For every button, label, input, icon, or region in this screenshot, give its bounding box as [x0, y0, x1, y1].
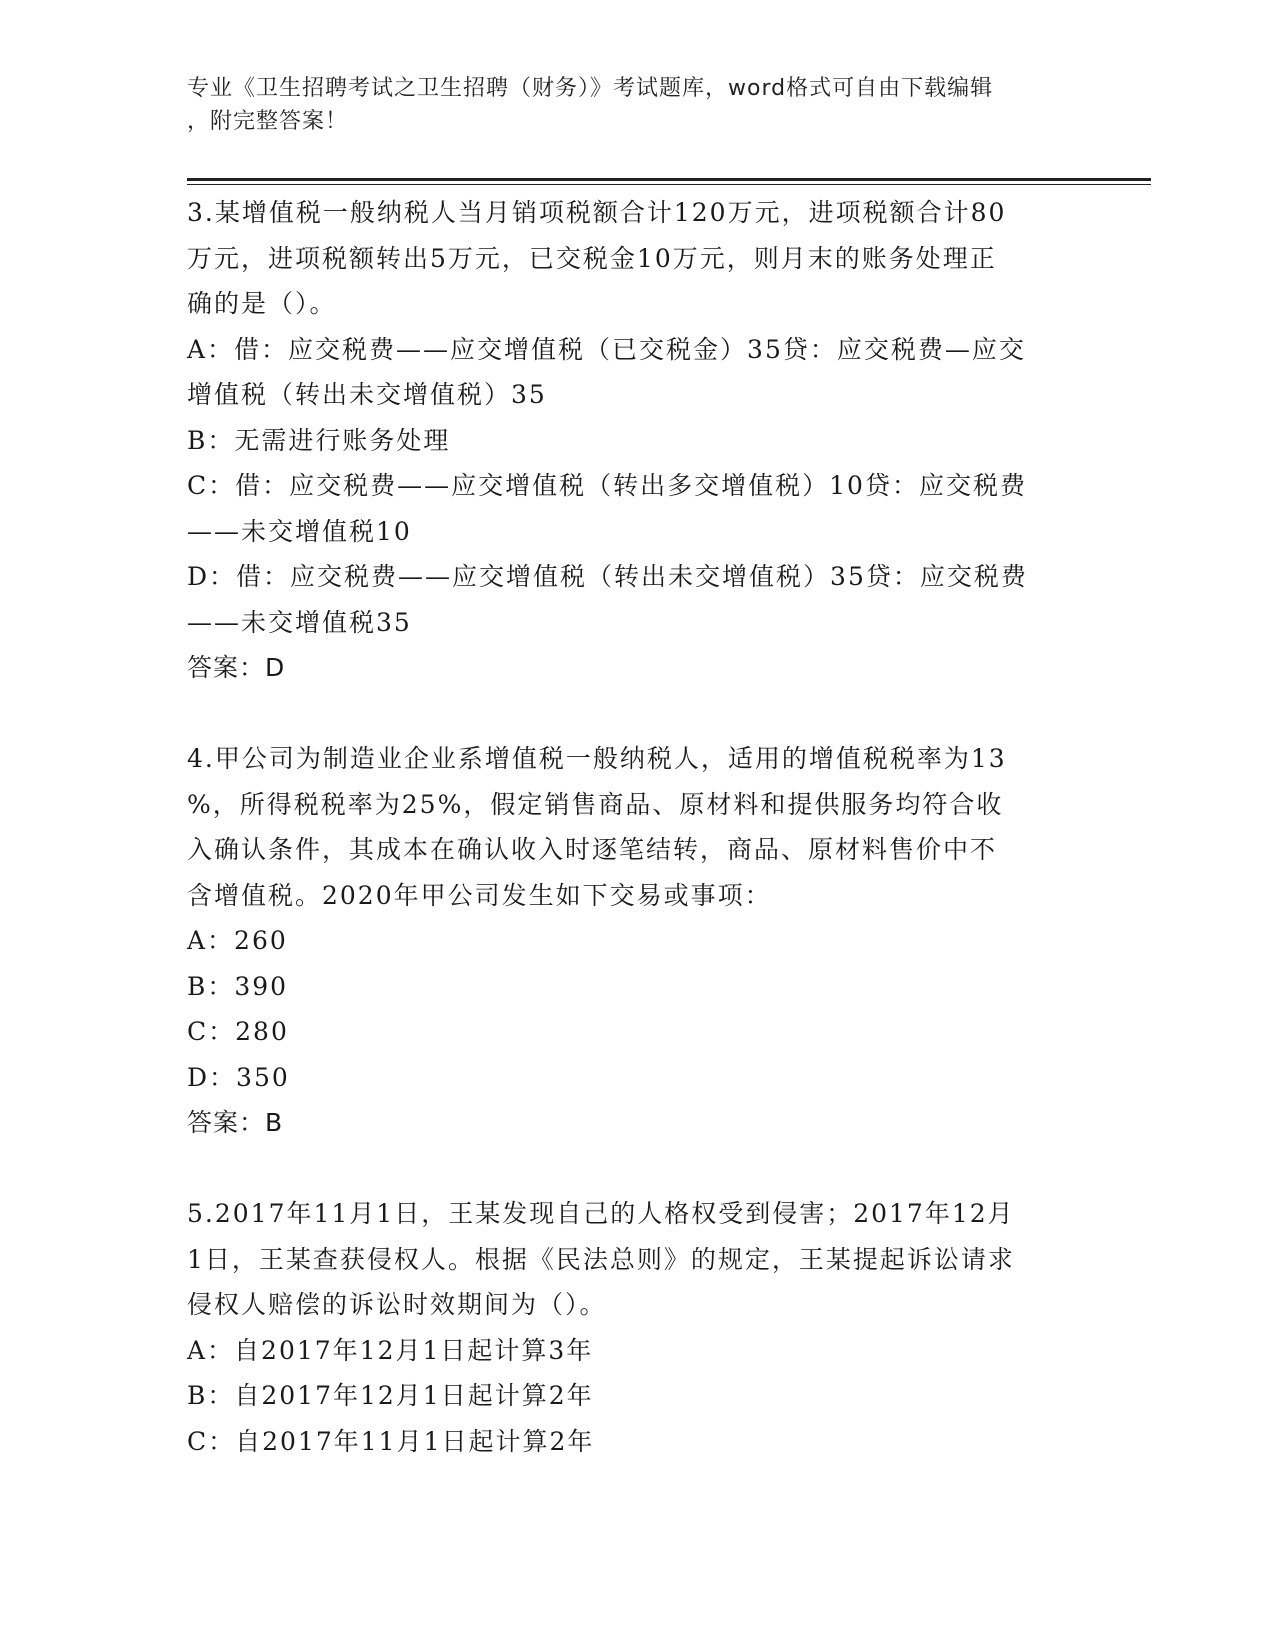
answer-line: 答案：D: [187, 653, 286, 682]
question-spacer: [187, 691, 1087, 737]
option-d-line: ——未交增值税35: [187, 607, 412, 637]
question-stem-line: 确的是（）。: [187, 289, 337, 318]
option-a-line: A：260: [187, 926, 288, 955]
header-divider-thin: [187, 184, 1151, 185]
answer-line: 答案：B: [187, 1108, 284, 1137]
option-c-line: ——未交增值税10: [187, 516, 412, 546]
option-a-line: A：借：应交税费——应交增值税（已交税金）35贷：应交税费—应交: [187, 334, 1026, 364]
question-stem-line: 5.2017年11月1日，王某发现自己的人格权受到侵害；2017年12月: [187, 1199, 1015, 1228]
option-b-line: B：无需进行账务处理: [187, 425, 451, 455]
question-list: [187, 190, 1087, 1464]
header-line-2: ，附完整答案！: [187, 109, 349, 134]
option-a-line: A：自2017年12月1日起计算3年: [187, 1335, 594, 1365]
option-c-line: C：自2017年11月1日起计算2年: [187, 1426, 595, 1456]
header-divider-thick: [187, 178, 1151, 181]
option-b-line: B：390: [187, 971, 289, 1001]
question-spacer: [187, 1146, 1087, 1192]
header-line-1: 专业《卫生招聘考试之卫生招聘（财务）》考试题库，word格式可自由下载编辑: [187, 76, 994, 101]
option-d-line: D：350: [187, 1062, 290, 1092]
question-stem-line: 1日，王某查获侵权人。根据《民法总则》的规定，王某提起诉讼请求: [187, 1244, 1015, 1274]
option-c-line: C：借：应交税费——应交增值税（转出多交增值税）10贷：应交税费: [187, 471, 1027, 500]
question-3: [187, 190, 1087, 691]
option-d-line: D：借：应交税费——应交增值税（转出未交增值税）35贷：应交税费: [187, 562, 1028, 591]
question-stem-line: 万元，进项税额转出5万元，已交税金10万元，则月末的账务处理正: [187, 243, 997, 273]
question-4: [187, 736, 1087, 1146]
question-stem-line: 入确认条件，其成本在确认收入时逐笔结转，商品、原材料售价中不: [187, 835, 998, 864]
question-stem-line: 3.某增值税一般纳税人当月销项税额合计120万元，进项税额合计80: [187, 198, 1007, 227]
question-stem-line: 4.甲公司为制造业企业系增值税一般纳税人，适用的增值税税率为13: [187, 744, 1007, 773]
option-b-line: B：自2017年12月1日起计算2年: [187, 1381, 594, 1410]
document-header: [187, 72, 1067, 138]
option-a-line: 增值税（转出未交增值税）35: [187, 380, 547, 409]
question-5: [187, 1191, 1087, 1464]
question-stem-line: 侵权人赔偿的诉讼时效期间为（）。: [187, 1290, 607, 1319]
option-c-line: C：280: [187, 1017, 289, 1046]
question-stem-line: %，所得税税率为25%，假定销售商品、原材料和提供服务均符合收: [187, 789, 1004, 819]
question-stem-line: 含增值税。2020年甲公司发生如下交易或事项：: [187, 880, 772, 910]
